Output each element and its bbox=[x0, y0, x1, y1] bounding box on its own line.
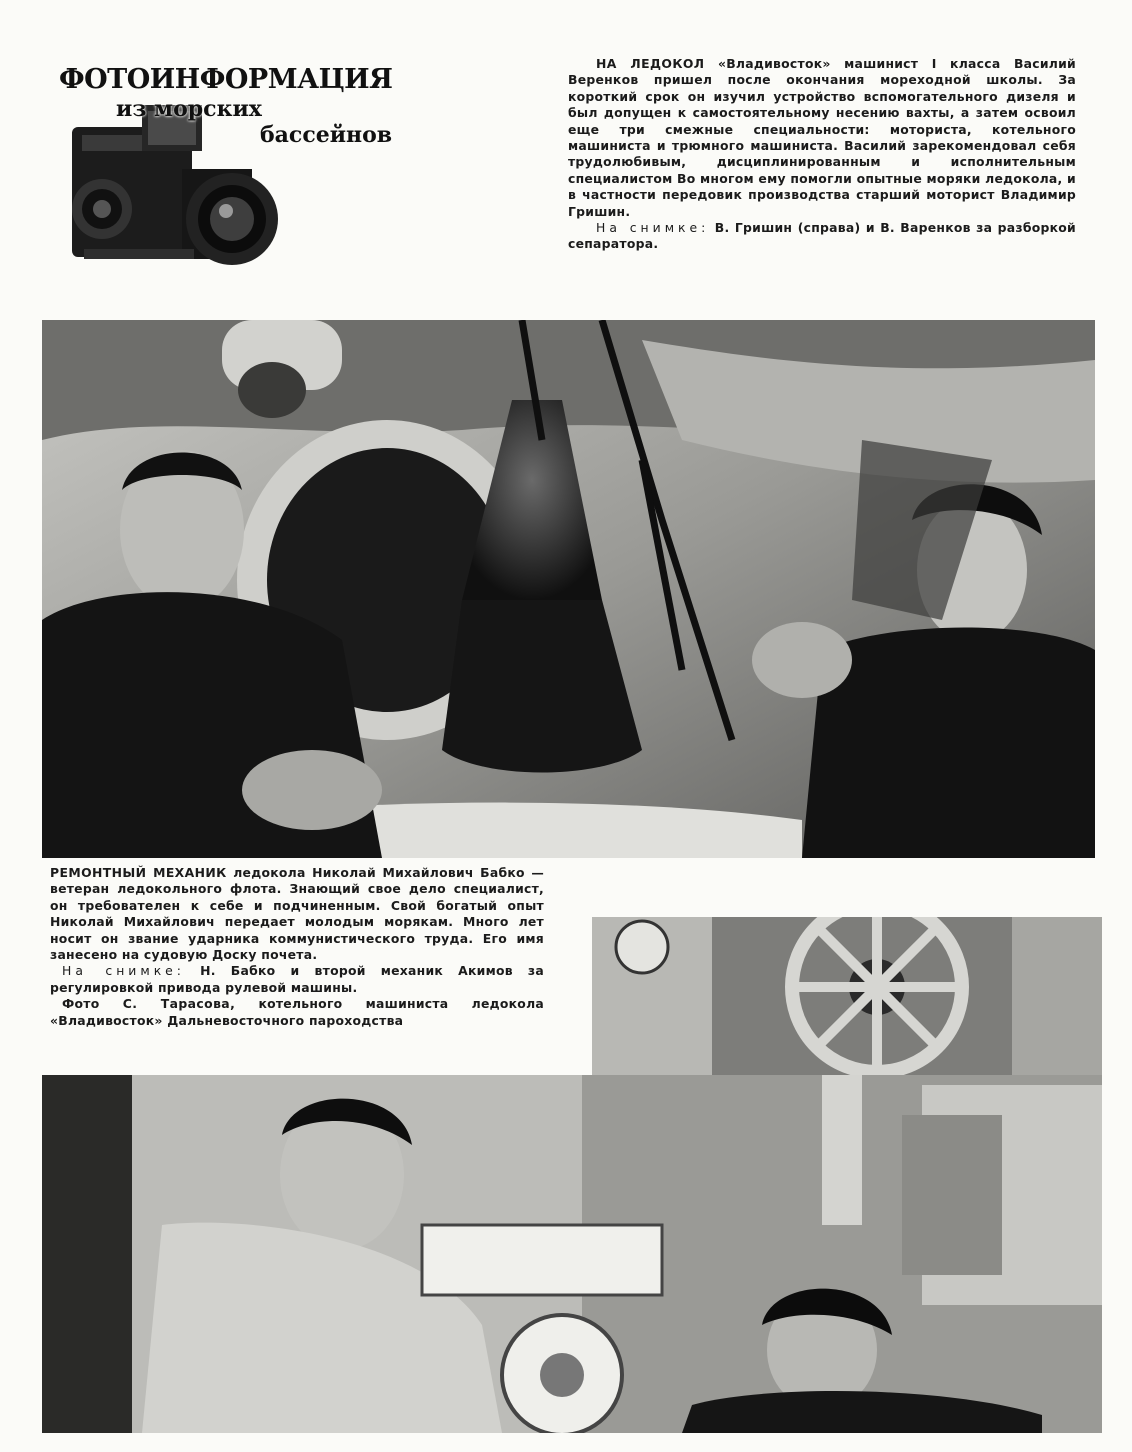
photo-separator-overhaul bbox=[42, 320, 1095, 858]
caption-label: На снимке: bbox=[596, 220, 710, 236]
heading-line-3: бассейнов bbox=[260, 122, 393, 148]
article-top-paragraph bbox=[568, 56, 1076, 220]
article-top-caption bbox=[568, 220, 1076, 253]
heading-line-2: из морских bbox=[116, 96, 262, 122]
credit-text: котельного машиниста ледокола «Владивосток» Дальневосточного пароходства bbox=[50, 996, 544, 1028]
caption-label-2: На снимке: bbox=[62, 963, 185, 979]
section-heading bbox=[54, 64, 393, 274]
article-bottom-paragraph bbox=[50, 865, 544, 963]
article-top bbox=[568, 56, 1076, 253]
article-bottom-body: ледокола Николай Михайлович Бабко — ветеран ледокольного флота. Знающий свое дело специалист, он требователен к себе и подчиненным. Свой богатый опыт Николай Михайлович передает молодым морякам. Много лет носит он звание ударника коммунистического труда. Его имя занесено на судовую Доску почета. bbox=[50, 865, 544, 963]
credit-name: С. Тарасова, bbox=[122, 996, 236, 1012]
photo-steering-gear-bottom bbox=[42, 1075, 1102, 1433]
photo-credit bbox=[50, 996, 544, 1029]
caption-text: В. Гришин (справа) и В. Варенков за разборкой сепаратора. bbox=[568, 220, 1076, 252]
article-bottom-caption bbox=[50, 963, 544, 996]
photo-steering-gear-top bbox=[592, 917, 1102, 1077]
article-top-body: «Владивосток» машинист I класса Василий Веренков пришел после окончания мореходной школы. За короткий срок он изучил устройство вспомогательного дизеля и был допущен к самостоятельному несению вахты, а затем освоил еще три смежные специальности: моториста, котельного машиниста и трюмного машиниста. Василий зарекомендовал себя трудолюбивым, дисциплинированным и исполнительным специалистом Во многом ему помогли опытные моряки ледокола, и в частности передовик производства старший моторист Владимир Гришин. bbox=[568, 56, 1076, 219]
camera-icon bbox=[54, 99, 284, 274]
article-top-lead: НА ЛЕДОКОЛ bbox=[596, 56, 705, 71]
article-bottom-lead: РЕМОНТНЫЙ МЕХАНИК bbox=[50, 865, 227, 880]
article-bottom bbox=[44, 863, 550, 1033]
caption-text-2: Н. Бабко и второй механик Акимов за регулировкой привода рулевой машины. bbox=[50, 963, 544, 995]
heading-line-1: ФОТОИНФОРМАЦИЯ bbox=[59, 64, 393, 95]
credit-prefix: Фото bbox=[62, 996, 100, 1012]
